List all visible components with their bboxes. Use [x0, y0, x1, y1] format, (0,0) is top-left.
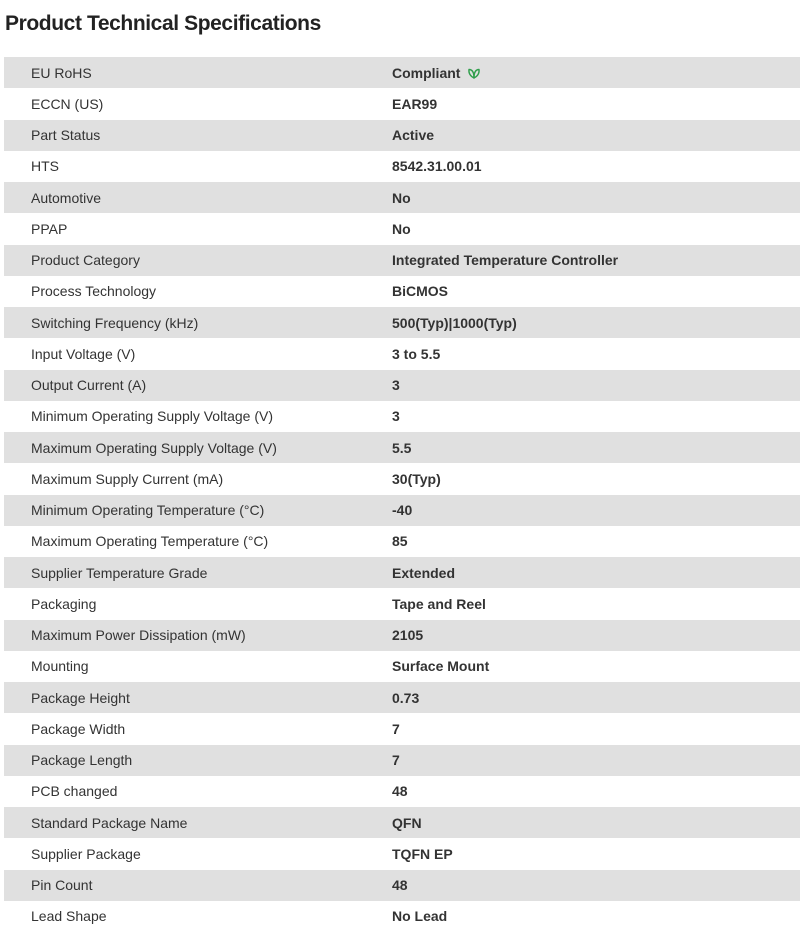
- spec-value-text: 48: [392, 783, 408, 800]
- spec-value: [392, 157, 800, 175]
- spec-row: [4, 307, 800, 338]
- spec-row: [4, 807, 800, 838]
- spec-value: [392, 907, 800, 925]
- spec-label: Process Technology: [31, 283, 157, 300]
- spec-value-text: 500(Typ)|1000(Typ): [392, 314, 517, 331]
- spec-row: [4, 88, 800, 119]
- spec-value-text: No: [392, 189, 411, 206]
- spec-value-text: Surface Mount: [392, 658, 490, 675]
- spec-label: Packaging: [31, 595, 97, 612]
- spec-value-text: 7: [392, 752, 400, 769]
- spec-row: [4, 557, 800, 588]
- spec-value-text: No: [392, 220, 411, 237]
- spec-value-text: 2105: [392, 627, 424, 644]
- spec-value: [392, 314, 800, 332]
- spec-value-text: TQFN EP: [392, 845, 453, 862]
- spec-value: [392, 532, 800, 550]
- spec-label: Package Height: [31, 689, 130, 706]
- spec-value-text: Integrated Temperature Controller: [392, 252, 619, 269]
- spec-value-text: 3: [392, 377, 400, 394]
- spec-value: [392, 595, 800, 613]
- spec-row: [4, 151, 800, 182]
- spec-value: [392, 626, 800, 644]
- spec-row: [4, 370, 800, 401]
- spec-row: [4, 338, 800, 369]
- spec-value-text: 85: [392, 533, 408, 550]
- spec-label: Minimum Operating Supply Voltage (V): [31, 408, 273, 425]
- spec-row: [4, 120, 800, 151]
- spec-value: [392, 407, 800, 425]
- spec-label: PCB changed: [31, 783, 118, 800]
- spec-value-text: Extended: [392, 564, 456, 581]
- spec-value: [392, 64, 800, 82]
- spec-value: [392, 126, 800, 144]
- spec-value: [392, 282, 800, 300]
- spec-table: [4, 57, 800, 932]
- spec-label: PPAP: [31, 220, 68, 237]
- spec-value-text: Compliant: [392, 64, 461, 81]
- spec-value-text: BiCMOS: [392, 283, 448, 300]
- spec-value-text: Active: [392, 127, 435, 144]
- spec-value: [392, 720, 800, 738]
- spec-label: ECCN (US): [31, 95, 104, 112]
- spec-row: [4, 776, 800, 807]
- spec-row: [4, 213, 800, 244]
- spec-row: [4, 276, 800, 307]
- spec-label: Supplier Temperature Grade: [31, 564, 208, 581]
- spec-value: [392, 814, 800, 832]
- spec-value-text: 8542.31.00.01: [392, 158, 482, 175]
- spec-value-text: -40: [392, 502, 413, 519]
- spec-row: [4, 901, 800, 932]
- spec-row: [4, 713, 800, 744]
- spec-label: Pin Count: [31, 877, 93, 894]
- spec-value: [392, 439, 800, 457]
- spec-value: [392, 345, 800, 363]
- spec-row: [4, 495, 800, 526]
- spec-label: Lead Shape: [31, 908, 107, 925]
- spec-row: [4, 620, 800, 651]
- spec-value: [392, 876, 800, 894]
- spec-value: [392, 189, 800, 207]
- spec-value-text: 3: [392, 408, 400, 425]
- spec-value: [392, 376, 800, 394]
- spec-value: [392, 95, 800, 113]
- spec-label: Switching Frequency (kHz): [31, 314, 199, 331]
- spec-row: [4, 526, 800, 557]
- spec-row: [4, 838, 800, 869]
- spec-row: [4, 401, 800, 432]
- spec-label: Maximum Operating Temperature (°C): [31, 533, 269, 550]
- spec-label: Output Current (A): [31, 377, 147, 394]
- spec-value: [392, 689, 800, 707]
- spec-label: HTS: [31, 158, 59, 175]
- spec-value: [392, 751, 800, 769]
- spec-value-text: 0.73: [392, 689, 420, 706]
- spec-label: Package Width: [31, 720, 126, 737]
- spec-value-text: 30(Typ): [392, 470, 441, 487]
- spec-row: [4, 57, 800, 88]
- spec-label: Package Length: [31, 752, 133, 769]
- spec-value: [392, 251, 800, 269]
- spec-value-text: QFN: [392, 814, 422, 831]
- page-title: Product Technical Specifications: [5, 12, 321, 35]
- spec-row: [4, 432, 800, 463]
- spec-label: Maximum Power Dissipation (mW): [31, 627, 246, 644]
- spec-row: [4, 682, 800, 713]
- spec-label: Maximum Operating Supply Voltage (V): [31, 439, 277, 456]
- spec-value-text: 5.5: [392, 439, 412, 456]
- spec-row: [4, 182, 800, 213]
- spec-row: [4, 588, 800, 619]
- spec-value: [392, 782, 800, 800]
- spec-label: Part Status: [31, 127, 101, 144]
- spec-value-text: Tape and Reel: [392, 595, 486, 612]
- spec-label: Mounting: [31, 658, 89, 675]
- spec-value-text: 7: [392, 720, 400, 737]
- spec-value-text: No Lead: [392, 908, 448, 925]
- spec-value: [392, 564, 800, 582]
- spec-row: [4, 745, 800, 776]
- leaf-icon: [467, 67, 481, 79]
- spec-label: Standard Package Name: [31, 814, 188, 831]
- spec-row: [4, 651, 800, 682]
- spec-value-text: EAR99: [392, 95, 438, 112]
- spec-label: EU RoHS: [31, 64, 92, 81]
- spec-row: [4, 463, 800, 494]
- spec-value: [392, 220, 800, 238]
- spec-value: [392, 470, 800, 488]
- spec-label: Supplier Package: [31, 845, 141, 862]
- spec-label: Input Voltage (V): [31, 345, 136, 362]
- spec-row: [4, 870, 800, 901]
- spec-label: Minimum Operating Temperature (°C): [31, 502, 265, 519]
- spec-label: Maximum Supply Current (mA): [31, 470, 224, 487]
- spec-value-text: 48: [392, 877, 408, 894]
- spec-value: [392, 501, 800, 519]
- spec-value-text: 3 to 5.5: [392, 345, 441, 362]
- spec-row: [4, 245, 800, 276]
- spec-value: [392, 845, 800, 863]
- spec-label: Automotive: [31, 189, 102, 206]
- spec-value: [392, 657, 800, 675]
- spec-label: Product Category: [31, 252, 140, 269]
